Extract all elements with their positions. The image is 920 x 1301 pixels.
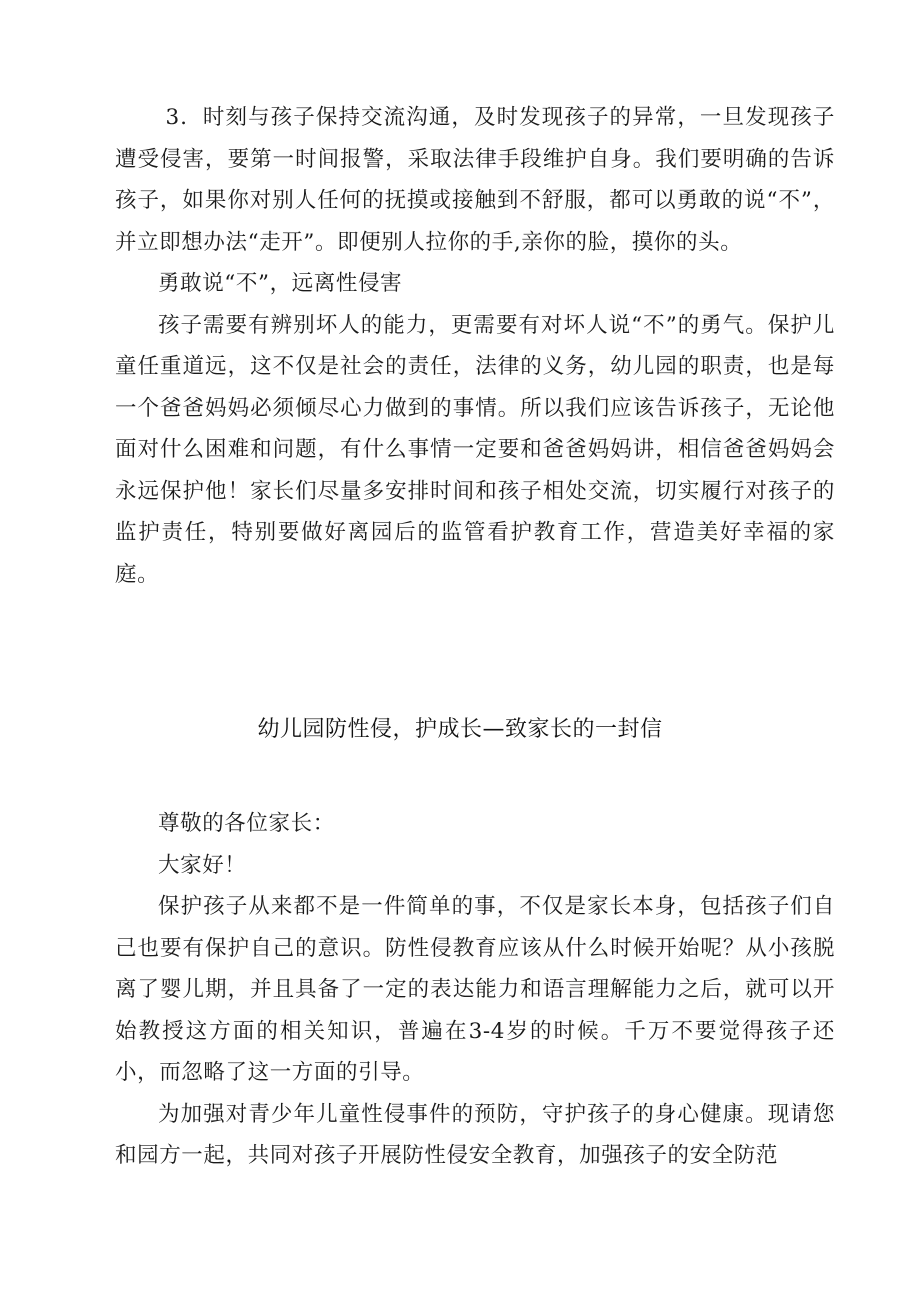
point-3-paragraph: 3．时刻与孩子保持交流沟通，及时发现孩子的异常，一旦发现孩子遭受侵害，要第一时间报警，采取法律手段维护自身。我们要明确的告诉孩子，如果你对别人任何的抚摸或接触到不舒服，都可以勇敢的说“不”，并立即想办法“走开”。即便别人拉你的手,亲你的脸，摸你的头。 xyxy=(115,105,835,255)
letter-title: 幼儿园防性侵，护成长—致家长的一封信 xyxy=(257,717,663,742)
letter-body xyxy=(115,803,835,1177)
courage-paragraph: 孩子需要有辨别坏人的能力，更需要有对坏人说“不”的勇气。保护儿童任重道远，这不仅是社会的责任，法律的义务，幼儿园的职责，也是每一个爸爸妈妈必须倾尽心力做到的事情。所以我们应该告诉孩子，无论他面对什么困难和问题，有什么事情一定要和爸爸妈妈讲，相信爸爸妈妈会永远保护他！家长们尽量多安排时间和孩子相处交流，切实履行对孩子的监护责任，特别要做好离园后的监管看护教育工作，营造美好幸福的家庭。 xyxy=(115,312,835,587)
letter-paragraph-2: 为加强对青少年儿童性侵事件的预防，守护孩子的身心健康。现请您和园方一起，共同对孩子开展防性侵安全教育，加强孩子的安全防范 xyxy=(115,1101,835,1168)
section-safety-advice xyxy=(115,97,835,595)
subheading: 勇敢说“不”，远离性侵害 xyxy=(158,271,403,296)
letter-paragraph-1: 保护孩子从来都不是一件简单的事，不仅是家长本身，包括孩子们自己也要有保护自己的意识。防性侵教育应该从什么时候开始呢？从小孩脱离了婴儿期，并且具备了一定的表达能力和语言理解能力之后，就可以开始教授这方面的相关知识，普遍在3-4岁的时候。千万不要觉得孩子还小，而忽略了这一方面的引导。 xyxy=(115,894,835,1085)
letter-greeting: 大家好！ xyxy=(158,852,247,878)
letter-salutation: 尊敬的各位家长： xyxy=(158,811,335,836)
